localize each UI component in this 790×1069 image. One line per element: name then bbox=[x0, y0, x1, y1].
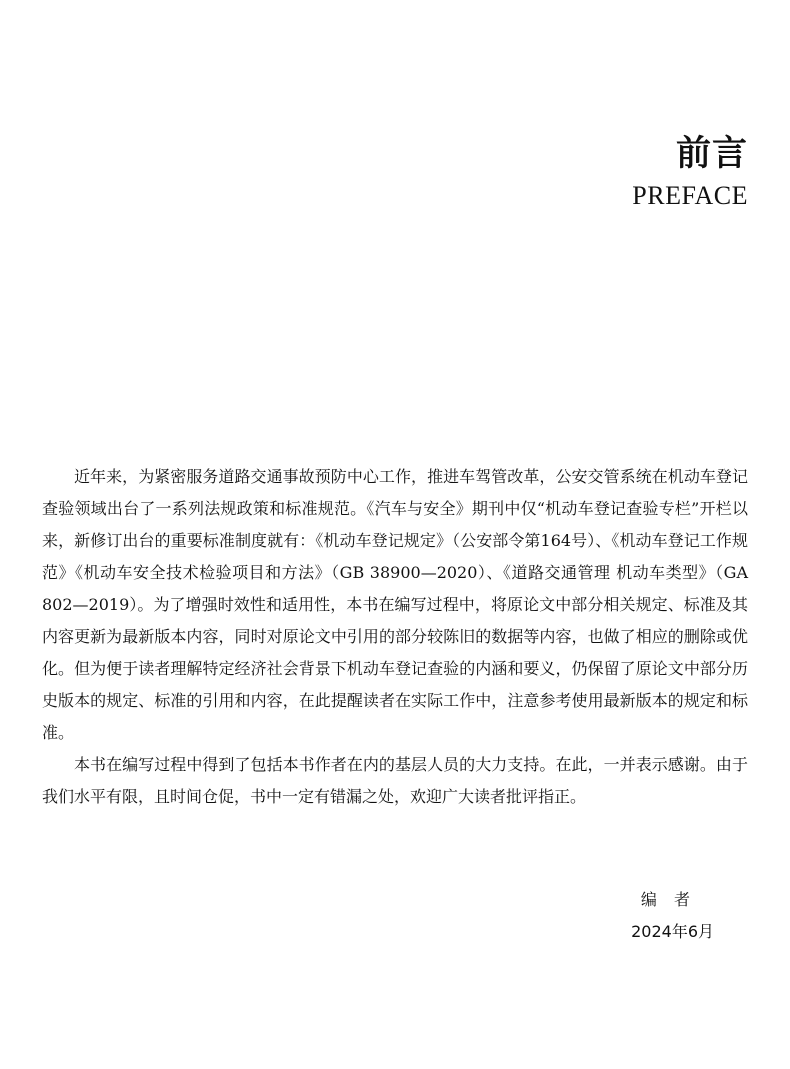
author-signature: 编 者 bbox=[640, 890, 696, 909]
preface-body bbox=[42, 461, 748, 813]
preface-heading bbox=[632, 132, 748, 214]
paragraph: 本书在编写过程中得到了包括本书作者在内的基层人员的大力支持。在此，一并表示感谢。由于我们水平有限，且时间仓促，书中一定有错漏之处，欢迎广大读者批评指正。 bbox=[42, 755, 748, 806]
page-subtitle: PREFACE bbox=[632, 181, 748, 210]
signature-date: 2024年6月 bbox=[631, 922, 714, 941]
paragraph: 近年来，为紧密服务道路交通事故预防中心工作，推进车驾管改革，公安交管系统在机动车登记查验领域出台了一系列法规政策和标准规范。《汽车与安全》期刊中仅“机动车登记查验专栏”开栏以来，新修订出台的重要标准制度就有：《机动车登记规定》（公安部令第164号）、《机动车登记工作规范》《机动车安全技术检验项目和方法》（GB 38900—2020）、《道路交通管理 机动车类型》（GA 802—2019）。为了增强时效性和适用性，本书在编写过程中，将原论文中部分相关规定、标准及其内容更新为最新版本内容，同时对原论文中引用的部分较陈旧的数据等内容，也做了相应的删除或优化。但为便于读者理解特定经济社会背景下机动车登记查验的内涵和要义，仍保留了原论文中部分历史版本的规定、标准的引用和内容，在此提醒读者在实际工作中，注意参考使用最新版本的规定和标准。 bbox=[42, 467, 748, 742]
page-title: 前言 bbox=[675, 134, 748, 174]
signature-block bbox=[631, 884, 714, 948]
